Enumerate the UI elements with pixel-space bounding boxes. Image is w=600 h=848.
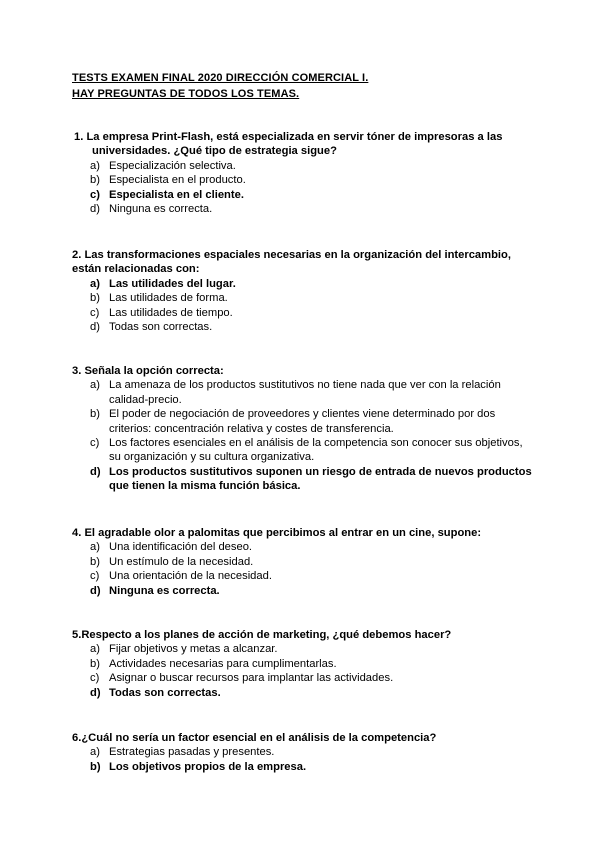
option-b: b) Las utilidades de forma. xyxy=(90,292,228,305)
document-title: TESTS EXAMEN FINAL 2020 DIRECCIÓN COMERCIAL I. xyxy=(72,72,369,84)
question-1-options xyxy=(72,159,532,217)
option-a: a) Estrategias pasadas y presentes. xyxy=(90,746,275,759)
option-c: c) Asignar o buscar recursos para implantar las actividades. xyxy=(90,672,394,685)
option-b: b) Actividades necesarias para cumplimentarlas. xyxy=(90,657,337,670)
question-2-title: 2. Las transformaciones espaciales necesarias en la organización del intercambio, están relacionadas con: xyxy=(72,249,511,276)
question-4-title: 4. El agradable olor a palomitas que percibimos al entrar en un cine, supone: xyxy=(72,527,482,539)
option-c: c) Las utilidades de tiempo. xyxy=(90,306,233,319)
option-b: b) Un estímulo de la necesidad. xyxy=(90,555,254,568)
option-a: a) Fijar objetivos y metas a alcanzar. xyxy=(90,643,278,656)
question-4 xyxy=(72,526,532,598)
question-1-title: 1. La empresa Print-Flash, está especializada en servir tóner de impresoras a las universidades. ¿Qué tipo de estrategia sigue? xyxy=(74,131,503,158)
question-5 xyxy=(72,628,532,700)
option-b-correct: b) Los objetivos propios de la empresa. xyxy=(90,760,307,773)
option-d: d) Ninguna es correcta. xyxy=(90,203,213,216)
option-d-correct: d) Ninguna es correcta. xyxy=(90,584,220,597)
question-1 xyxy=(72,130,532,216)
option-b: b) El poder de negociación de proveedores y clientes viene determinado por dos criterios: concentración relativa y costes de transferencia. xyxy=(90,408,496,435)
question-5-title: 5.Respecto a los planes de acción de marketing, ¿qué debemos hacer? xyxy=(72,629,452,641)
option-d-correct: d) Todas son correctas. xyxy=(90,686,221,699)
option-a: a) Especialización selectiva. xyxy=(90,159,236,172)
option-a: a) Una identificación del deseo. xyxy=(90,541,253,554)
option-d: d) Todas son correctas. xyxy=(90,321,213,334)
option-c: c) Los factores esenciales en el análisis de la competencia son conocer sus objetivos, su organización y su cultura organizativa. xyxy=(90,437,523,464)
option-a-correct: a) Las utilidades del lugar. xyxy=(90,277,236,290)
option-a: a) La amenaza de los productos sustitutivos no tiene nada que ver con la relación calidad-precio. xyxy=(90,379,501,406)
question-2-options xyxy=(72,277,532,335)
question-5-options xyxy=(72,642,532,700)
question-6-options xyxy=(72,745,532,774)
option-d-correct: d) Los productos sustitutivos suponen un riesgo de entrada de nuevos productos que tienen la misma función básica. xyxy=(90,465,532,493)
document-subtitle: HAY PREGUNTAS DE TODOS LOS TEMAS. xyxy=(72,88,300,100)
question-3 xyxy=(72,364,532,494)
question-6 xyxy=(72,731,532,774)
question-4-options xyxy=(72,540,532,598)
option-c: c) Una orientación de la necesidad. xyxy=(90,570,272,583)
question-6-title: 6.¿Cuál no sería un factor esencial en el análisis de la competencia? xyxy=(72,732,437,744)
question-2 xyxy=(72,248,532,334)
question-3-title: 3. Señala la opción correcta: xyxy=(72,365,224,377)
option-b: b) Especialista en el producto. xyxy=(90,174,246,187)
option-c-correct: c) Especialista en el cliente. xyxy=(90,188,244,201)
question-3-options xyxy=(72,378,532,493)
